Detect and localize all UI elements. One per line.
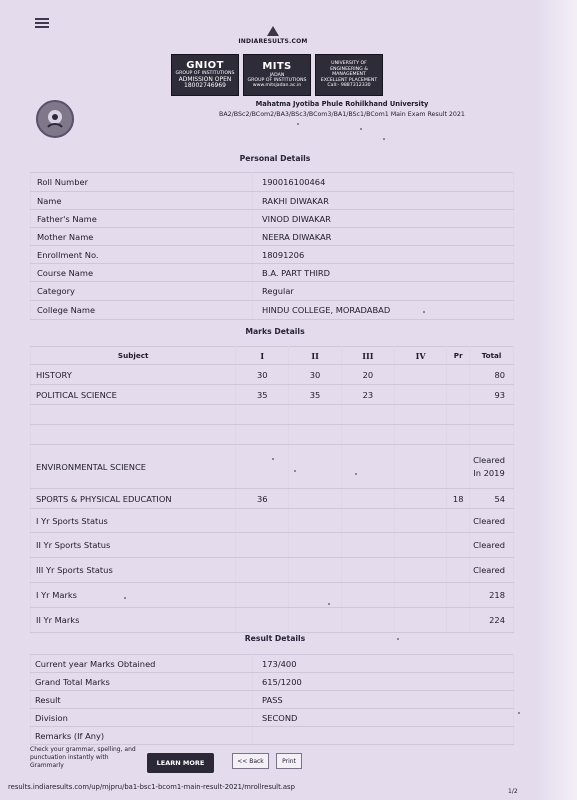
mark-cell bbox=[289, 583, 342, 608]
total-cell bbox=[470, 405, 514, 425]
university-header bbox=[182, 100, 502, 119]
mark-cell bbox=[447, 509, 470, 533]
college-label: College Name bbox=[31, 301, 253, 320]
site-logo[interactable] bbox=[228, 26, 318, 45]
course-label: Course Name bbox=[31, 264, 253, 282]
mark-cell: 23 bbox=[341, 385, 394, 405]
mark-cell bbox=[447, 445, 470, 489]
mark-cell bbox=[289, 608, 342, 633]
exam-title: BA2/BSc2/BCom2/BA3/BSc3/BCom3/BA1/BSc1/BCom1 Main Exam Result 2021 bbox=[219, 110, 465, 118]
mark-cell bbox=[394, 425, 447, 445]
mits-name: MITS bbox=[262, 61, 292, 73]
subject-cell bbox=[31, 405, 236, 425]
paper-ii-header: II bbox=[289, 347, 342, 365]
university-crest-icon bbox=[43, 107, 67, 131]
mark-cell bbox=[236, 405, 289, 425]
current-marks-value: 173/400 bbox=[253, 655, 514, 673]
total-cell: 54 bbox=[470, 489, 514, 509]
course-value: B.A. PART THIRD bbox=[253, 264, 514, 282]
result-value: PASS bbox=[253, 691, 514, 709]
result-details-table bbox=[30, 654, 514, 745]
scan-speck bbox=[355, 473, 357, 475]
mark-cell bbox=[394, 445, 447, 489]
grand-total-label: Grand Total Marks bbox=[31, 673, 253, 691]
mark-cell bbox=[394, 558, 447, 583]
page-number: 1/2 bbox=[508, 788, 518, 795]
gniot-line1: GROUP OF INSTITUTIONS bbox=[175, 71, 235, 77]
uem-ad[interactable] bbox=[315, 54, 383, 96]
learn-more-button[interactable]: LEARN MORE bbox=[147, 753, 214, 773]
uem-line1: EXCELLENT PLACEMENT bbox=[320, 77, 378, 83]
table-row bbox=[31, 264, 514, 282]
mother-name-value: NEERA DIWAKAR bbox=[253, 228, 514, 246]
site-logo-icon bbox=[267, 26, 279, 36]
mark-cell bbox=[236, 425, 289, 445]
table-row bbox=[31, 691, 514, 709]
subject-cell bbox=[31, 425, 236, 445]
roll-number-value: 190016100464 bbox=[253, 173, 514, 192]
mark-cell: 20 bbox=[341, 365, 394, 385]
total-cell: Cleared bbox=[470, 509, 514, 533]
mark-cell bbox=[289, 509, 342, 533]
table-row bbox=[31, 509, 514, 533]
mark-cell: 35 bbox=[289, 385, 342, 405]
scan-speck bbox=[397, 638, 399, 640]
mark-cell: 30 bbox=[236, 365, 289, 385]
table-row bbox=[31, 365, 514, 385]
mark-cell bbox=[447, 583, 470, 608]
mark-cell bbox=[289, 425, 342, 445]
mits-line1: JADAN bbox=[269, 72, 285, 78]
scan-speck bbox=[360, 128, 362, 130]
table-row bbox=[31, 425, 514, 445]
uem-name: UNIVERSITY OF ENGINEERING & MANAGEMENT bbox=[330, 61, 368, 78]
table-row bbox=[31, 228, 514, 246]
mark-cell bbox=[341, 583, 394, 608]
mark-cell bbox=[236, 558, 289, 583]
practical-header: Pr bbox=[447, 347, 470, 365]
table-row bbox=[31, 583, 514, 608]
table-row bbox=[31, 282, 514, 301]
mits-ad[interactable] bbox=[243, 54, 311, 96]
marks-details-title: Marks Details bbox=[245, 327, 305, 336]
mark-cell bbox=[394, 365, 447, 385]
subject-cell: I Yr Sports Status bbox=[31, 509, 236, 533]
mark-cell bbox=[289, 405, 342, 425]
division-label: Division bbox=[31, 709, 253, 727]
mark-cell bbox=[236, 533, 289, 558]
gniot-name: GNIOT bbox=[186, 59, 224, 71]
mark-cell bbox=[447, 405, 470, 425]
total-cell: 93 bbox=[470, 385, 514, 405]
back-button[interactable]: << Back bbox=[232, 753, 269, 769]
table-row bbox=[31, 301, 514, 320]
mark-cell bbox=[289, 445, 342, 489]
total-cell: Cleared bbox=[470, 558, 514, 583]
mark-cell bbox=[289, 533, 342, 558]
mark-cell: 35 bbox=[236, 385, 289, 405]
print-button[interactable]: Print bbox=[276, 753, 302, 769]
paper-iv-header: IV bbox=[394, 347, 447, 365]
college-value: HINDU COLLEGE, MORADABAD bbox=[253, 301, 514, 320]
table-row bbox=[31, 385, 514, 405]
mother-name-label: Mother Name bbox=[31, 228, 253, 246]
name-value: RAKHI DIWAKAR bbox=[253, 192, 514, 210]
remarks-value bbox=[253, 727, 514, 745]
result-details-title: Result Details bbox=[244, 634, 306, 643]
mark-cell bbox=[341, 533, 394, 558]
scan-speck bbox=[124, 597, 126, 599]
grammarly-ad-text: Check your grammar, spelling, and punctuation instantly with Grammarly bbox=[30, 746, 136, 769]
subject-cell: I Yr Marks bbox=[31, 583, 236, 608]
mark-cell: 30 bbox=[289, 365, 342, 385]
table-row bbox=[31, 173, 514, 192]
university-logo-icon bbox=[36, 100, 74, 138]
page-url: results.indiaresults.com/up/mjpru/ba1-bsc1-bcom1-main-result-2021/mrollresult.asp bbox=[8, 783, 295, 791]
hamburger-icon[interactable] bbox=[35, 18, 49, 28]
scan-speck bbox=[383, 138, 385, 140]
paper-iii-header: III bbox=[341, 347, 394, 365]
total-cell: 218 bbox=[470, 583, 514, 608]
subject-cell: II Yr Marks bbox=[31, 608, 236, 633]
subject-header: Subject bbox=[31, 347, 236, 365]
subject-cell: III Yr Sports Status bbox=[31, 558, 236, 583]
table-row bbox=[31, 608, 514, 633]
mark-cell bbox=[341, 425, 394, 445]
mark-cell bbox=[289, 558, 342, 583]
total-cell: Cleared In 2019 bbox=[470, 445, 514, 489]
current-marks-label: Current year Marks Obtained bbox=[31, 655, 253, 673]
mark-cell bbox=[341, 405, 394, 425]
father-name-value: VINOD DIWAKAR bbox=[253, 210, 514, 228]
total-cell bbox=[470, 425, 514, 445]
mark-cell bbox=[341, 509, 394, 533]
total-header: Total bbox=[470, 347, 514, 365]
subject-cell: POLITICAL SCIENCE bbox=[31, 385, 236, 405]
mark-cell bbox=[447, 365, 470, 385]
total-cell: Cleared bbox=[470, 533, 514, 558]
table-row bbox=[31, 489, 514, 509]
table-row bbox=[31, 246, 514, 264]
scan-speck bbox=[297, 123, 299, 125]
table-row bbox=[31, 673, 514, 691]
scan-speck bbox=[423, 311, 425, 313]
mark-cell bbox=[394, 405, 447, 425]
mark-cell bbox=[236, 583, 289, 608]
table-row bbox=[31, 192, 514, 210]
table-row bbox=[31, 558, 514, 583]
remarks-label: Remarks (If Any) bbox=[31, 727, 253, 745]
table-row bbox=[31, 709, 514, 727]
scan-speck bbox=[328, 603, 330, 605]
personal-details-table bbox=[30, 172, 514, 320]
paper-i-header: I bbox=[236, 347, 289, 365]
mark-cell bbox=[447, 385, 470, 405]
university-name: Mahatma Jyotiba Phule Rohilkhand University bbox=[255, 100, 429, 108]
mark-cell bbox=[341, 445, 394, 489]
scan-speck bbox=[272, 458, 274, 460]
table-row bbox=[31, 405, 514, 425]
mark-cell bbox=[236, 509, 289, 533]
mark-cell bbox=[341, 558, 394, 583]
mark-cell bbox=[447, 608, 470, 633]
mark-cell bbox=[447, 425, 470, 445]
mark-cell bbox=[394, 489, 447, 509]
enrollment-value: 18091206 bbox=[253, 246, 514, 264]
mark-cell bbox=[236, 608, 289, 633]
subject-cell: HISTORY bbox=[31, 365, 236, 385]
marks-details-table bbox=[30, 346, 514, 633]
table-row bbox=[31, 445, 514, 489]
personal-details-title: Personal Details bbox=[239, 154, 311, 163]
ad-banner-strip bbox=[171, 54, 383, 94]
mark-cell bbox=[341, 608, 394, 633]
mark-cell bbox=[289, 489, 342, 509]
mark-cell bbox=[341, 489, 394, 509]
mark-cell bbox=[447, 558, 470, 583]
site-name: INDIARESULTS.COM bbox=[238, 38, 308, 45]
uem-line2: Call:- 9887312330 bbox=[327, 83, 371, 89]
mits-line2: GROUP OF INSTITUTIONS bbox=[247, 78, 307, 84]
name-label: Name bbox=[31, 192, 253, 210]
scan-speck bbox=[518, 712, 520, 714]
gniot-ad[interactable] bbox=[171, 54, 239, 96]
mits-line3: www.mitsjadan.ac.in bbox=[252, 83, 302, 89]
mark-cell: 18 bbox=[447, 489, 470, 509]
mark-cell bbox=[394, 509, 447, 533]
mark-cell: 36 bbox=[236, 489, 289, 509]
table-row bbox=[31, 533, 514, 558]
gniot-line2: ADMISSION OPEN bbox=[178, 75, 232, 83]
table-row bbox=[31, 210, 514, 228]
mark-cell bbox=[394, 533, 447, 558]
mark-cell bbox=[447, 533, 470, 558]
total-cell: 224 bbox=[470, 608, 514, 633]
total-cell: 80 bbox=[470, 365, 514, 385]
mark-cell bbox=[236, 445, 289, 489]
subject-cell: SPORTS & PHYSICAL EDUCATION bbox=[31, 489, 236, 509]
marks-header-row bbox=[31, 347, 514, 365]
mark-cell bbox=[394, 385, 447, 405]
grand-total-value: 615/1200 bbox=[253, 673, 514, 691]
category-label: Category bbox=[31, 282, 253, 301]
result-label: Result bbox=[31, 691, 253, 709]
gniot-line3: 18002746969 bbox=[184, 82, 226, 90]
mark-cell bbox=[394, 583, 447, 608]
subject-cell: ENVIRONMENTAL SCIENCE bbox=[31, 445, 236, 489]
roll-number-label: Roll Number bbox=[31, 173, 253, 192]
father-name-label: Father's Name bbox=[31, 210, 253, 228]
subject-cell: II Yr Sports Status bbox=[31, 533, 236, 558]
table-row bbox=[31, 655, 514, 673]
enrollment-label: Enrollment No. bbox=[31, 246, 253, 264]
division-value: SECOND bbox=[253, 709, 514, 727]
scan-speck bbox=[294, 470, 296, 472]
table-row bbox=[31, 727, 514, 745]
mark-cell bbox=[394, 608, 447, 633]
category-value: Regular bbox=[253, 282, 514, 301]
